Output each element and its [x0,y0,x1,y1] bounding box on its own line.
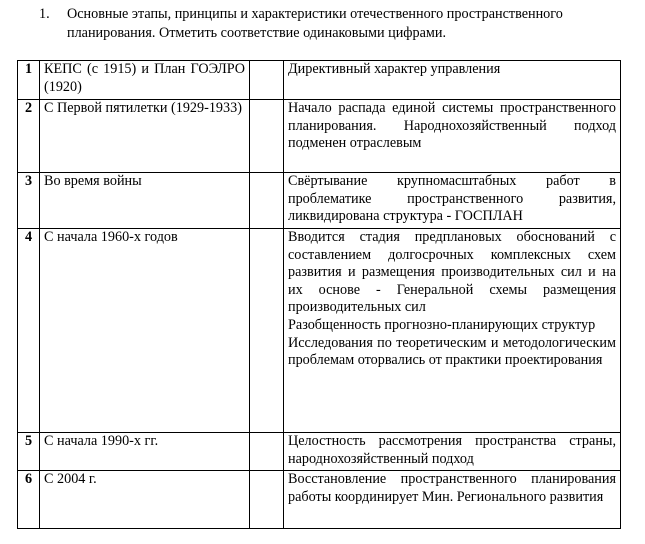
description-text: Вводится стадия предплановых обоснований с составлением долгосрочных комплексных схем развития и размещения производительных сил и на их основе - Генеральной схемы размещения производительных сил [288,229,616,316]
description-text: Целостность рассмотрения пространства страны, народнохозяйственный подход [288,433,616,467]
task-text: Основные этапы, принципы и характеристики отечественного пространственного планирования. Отметить соответствие одинаковыми цифрами. [67,6,563,41]
description-cell [284,173,621,229]
description-text: Начало распада единой системы пространственного планирования. Народнохозяйственный подход подменен отраслевым [288,100,616,152]
row-number: 6 [18,471,40,529]
answer-cell[interactable] [250,433,284,471]
table-row [18,229,621,433]
period-text: КЕПС (с 1915) и План ГОЭЛРО (1920) [44,61,245,95]
description-text: Разобщенность прогнозно-планирующих структур [288,316,596,333]
table-row [18,61,621,100]
row-number: 3 [18,173,40,229]
period-cell [40,61,250,100]
period-text: Во время войны [44,173,142,189]
description-cell [284,100,621,173]
period-text: С начала 1960-х годов [44,229,178,245]
row-number: 4 [18,229,40,433]
answer-cell[interactable] [250,229,284,433]
description-text: Директивный характер управления [288,61,501,77]
table-row [18,100,621,173]
table-row [18,471,621,529]
period-cell [40,173,250,229]
description-text: Восстановление пространственного планирования работы координирует Мин. Регионального развития [288,471,616,505]
description-cell [284,61,621,100]
period-text: С Первой пятилетки (1929-1933) [44,100,242,116]
planning-stages-table [17,60,621,529]
description-text: Свёртывание крупномасштабных работ в проблематике пространственного развития, ликвидирована структура - ГОСПЛАН [288,173,616,225]
row-number: 1 [18,61,40,100]
period-text: С начала 1990-х гг. [44,433,159,449]
description-cell [284,471,621,529]
description-cell [284,229,621,433]
task-number: 1. [39,6,50,22]
answer-cell[interactable] [250,173,284,229]
row-number: 5 [18,433,40,471]
period-cell [40,229,250,433]
task-heading [39,5,639,43]
row-number: 2 [18,100,40,173]
answer-cell[interactable] [250,100,284,173]
table-row [18,433,621,471]
period-cell [40,433,250,471]
period-text: С 2004 г. [44,471,97,487]
description-cell [284,433,621,471]
answer-cell[interactable] [250,61,284,100]
description-text: Исследования по теоретическим и методологическим проблемам оторвались от практики проектирования [288,334,616,369]
table-row [18,173,621,229]
answer-cell[interactable] [250,471,284,529]
period-cell [40,100,250,173]
period-cell [40,471,250,529]
